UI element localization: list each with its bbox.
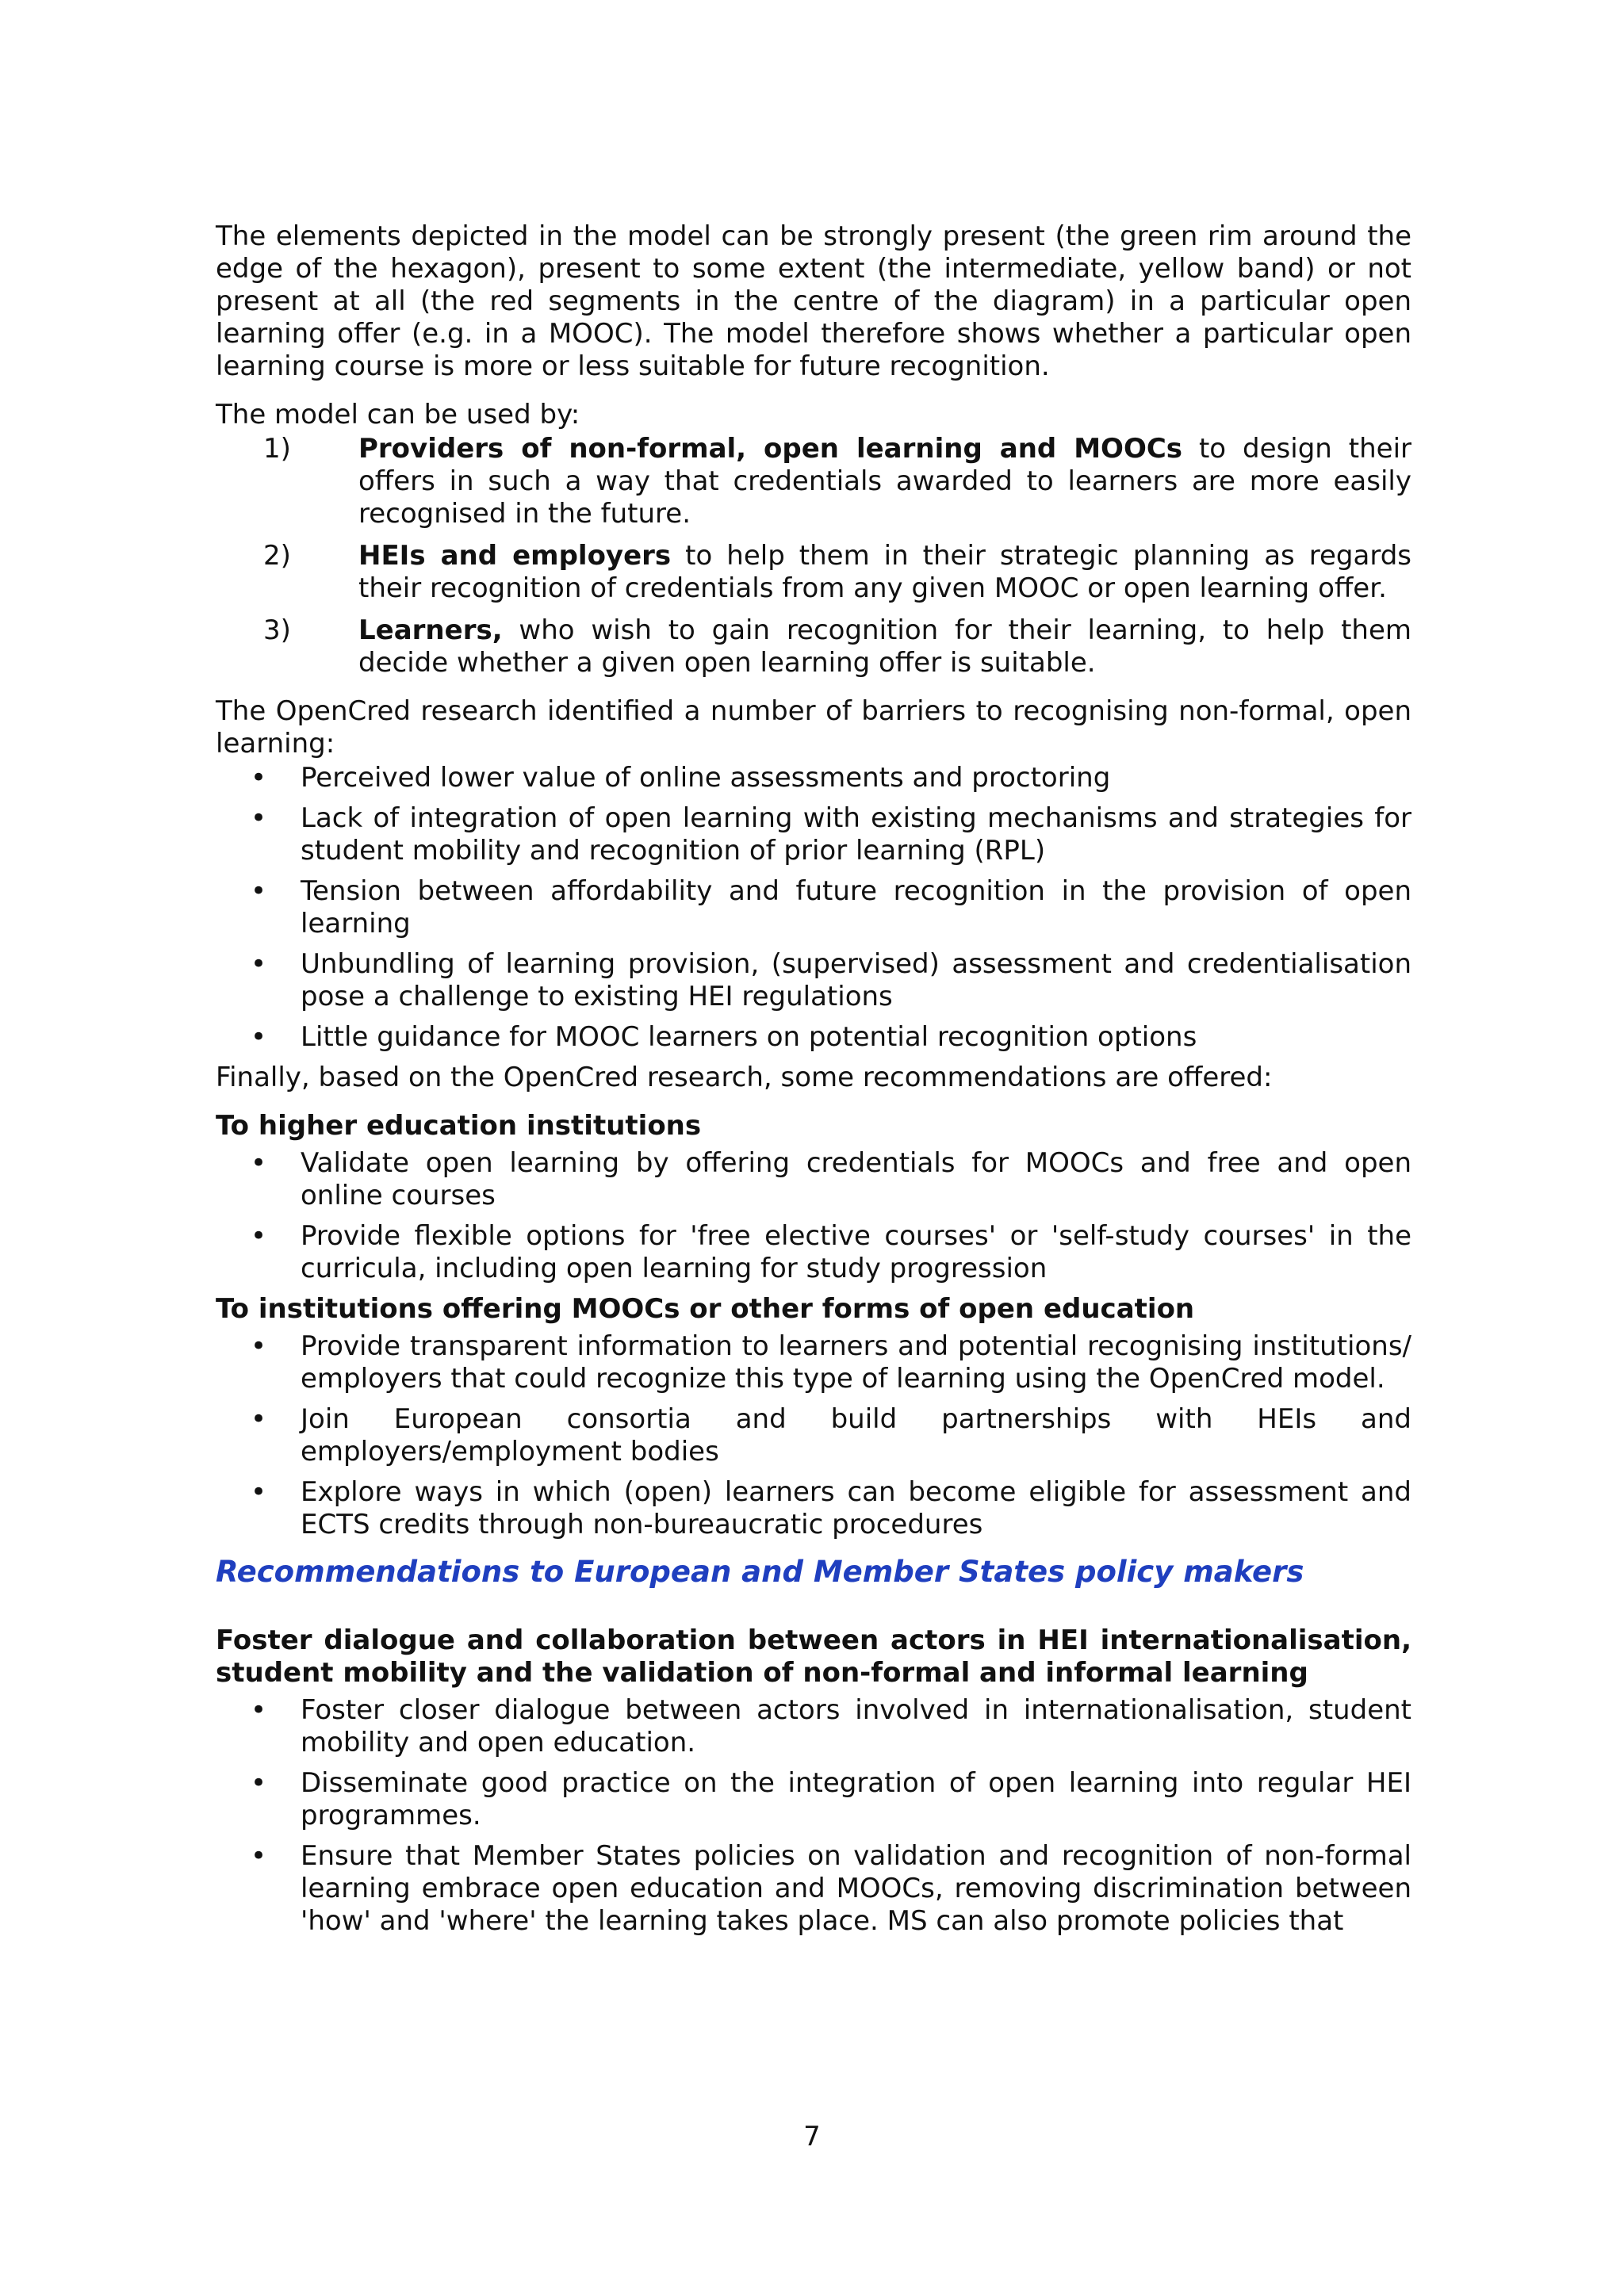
foster-recommendations-list — [216, 1694, 1411, 1938]
list-item-text: Tension between affordability and future recognition in the provision of open learning — [301, 875, 1411, 939]
list-item-text: Foster closer dialogue between actors involved in internationalisation, student mobility and open education. — [301, 1694, 1411, 1758]
list-item-text: Little guidance for MOOC learners on potential recognition options — [301, 1021, 1197, 1053]
list-item — [216, 875, 1411, 940]
barriers-list — [216, 762, 1411, 1054]
list-item — [216, 762, 1411, 794]
list-item — [216, 1840, 1411, 1938]
bullet-icon: • — [251, 1476, 267, 1508]
list-item-bold: Providers of non-formal, open learning and MOOCs — [358, 433, 1183, 465]
list-item — [216, 802, 1411, 867]
list-item-text: Provide transparent information to learners and potential recognising institutions/ employers that could recognize this type of learning using the OpenCred model. — [301, 1330, 1411, 1395]
list-number: 2) — [263, 540, 291, 572]
list-item-text: Ensure that Member States policies on validation and recognition of non-formal learning embrace open education and MOOCs, removing discrimination between 'how' and 'where' the learning takes place. MS can also promote policies that — [301, 1840, 1411, 1937]
list-item — [216, 948, 1411, 1013]
list-item-text: who wish to gain recognition for their learning, to help them decide whether a given open learning offer is suitable. — [358, 614, 1411, 679]
list-item-text: Perceived lower value of online assessments and proctoring — [301, 762, 1111, 794]
list-number: 1) — [263, 433, 291, 465]
list-item-text: Validate open learning by offering credentials for MOOCs and free and open online courses — [301, 1147, 1411, 1211]
section-heading: Recommendations to European and Member States policy makers — [216, 1555, 1304, 1589]
bullet-icon: • — [251, 1147, 267, 1179]
model-usage-intro: The model can be used by: — [216, 399, 580, 430]
bullet-icon: • — [251, 802, 267, 834]
list-item — [216, 614, 1411, 679]
list-item-text: Provide flexible options for 'free elective courses' or 'self-study courses' in the curricula, including open learning for study progression — [301, 1220, 1411, 1284]
recommendations-intro: Finally, based on the OpenCred research, some recommendations are offered: — [216, 1062, 1273, 1093]
bullet-icon: • — [251, 1220, 267, 1252]
list-item — [216, 1330, 1411, 1395]
barriers-intro: The OpenCred research identified a number of barriers to recognising non-formal, open learning: — [216, 695, 1411, 760]
page-number: 7 — [803, 2121, 821, 2152]
list-item — [216, 1147, 1411, 1212]
bullet-icon: • — [251, 1840, 267, 1872]
list-item-text: to help them in their strategic planning as regards their recognition of credentials from any given MOOC or open learning offer. — [358, 540, 1411, 604]
hei-subheading: To higher education institutions — [216, 1110, 702, 1142]
bullet-icon: • — [251, 1403, 267, 1435]
list-item-bold: HEIs and employers — [358, 540, 672, 572]
bullet-icon: • — [251, 948, 267, 980]
list-item-text: Lack of integration of open learning with existing mechanisms and strategies for student mobility and recognition of prior learning (RPL) — [301, 802, 1411, 867]
list-item — [216, 1220, 1411, 1285]
list-item — [216, 1767, 1411, 1832]
bullet-icon: • — [251, 1021, 267, 1053]
list-item — [216, 1403, 1411, 1468]
bullet-icon: • — [251, 1767, 267, 1799]
list-item-text: Explore ways in which (open) learners can become eligible for assessment and ECTS credits through non-bureaucratic procedures — [301, 1476, 1411, 1540]
mooc-subheading: To institutions offering MOOCs or other forms of open education — [216, 1293, 1195, 1325]
list-item — [216, 433, 1411, 530]
list-item-bold: Learners, — [358, 614, 503, 646]
list-number: 3) — [263, 614, 291, 646]
list-item — [216, 540, 1411, 605]
list-item — [216, 1476, 1411, 1541]
list-item-text: to design their offers in such a way that credentials awarded to learners are more easily recognised in the future. — [358, 433, 1411, 530]
hei-recommendations-list — [216, 1147, 1411, 1285]
list-item-text: Disseminate good practice on the integration of open learning into regular HEI programmes. — [301, 1767, 1411, 1831]
model-users-list — [216, 433, 1411, 679]
bullet-icon: • — [251, 875, 267, 907]
document-page — [216, 220, 1411, 1946]
model-description-paragraph: The elements depicted in the model can be strongly present (the green rim around the edge of the hexagon), present to some extent (the intermediate, yellow band) or not present at all (the red segments in the centre of the diagram) in a particular open learning offer (e.g. in a MOOC). The model therefore shows whether a particular open learning course is more or less suitable for future recognition. — [216, 220, 1411, 382]
list-item — [216, 1694, 1411, 1759]
bullet-icon: • — [251, 1694, 267, 1726]
list-item — [216, 1021, 1411, 1054]
bullet-icon: • — [251, 1330, 267, 1362]
list-item-text: Join European consortia and build partnerships with HEIs and employers/employment bodies — [301, 1403, 1411, 1468]
bullet-icon: • — [251, 762, 267, 794]
list-item-text: Unbundling of learning provision, (supervised) assessment and credentialisation pose a challenge to existing HEI regulations — [301, 948, 1411, 1012]
foster-subheading: Foster dialogue and collaboration between actors in HEI internationalisation, student mobility and the validation of non-formal and informal learning — [216, 1624, 1411, 1689]
mooc-recommendations-list — [216, 1330, 1411, 1541]
